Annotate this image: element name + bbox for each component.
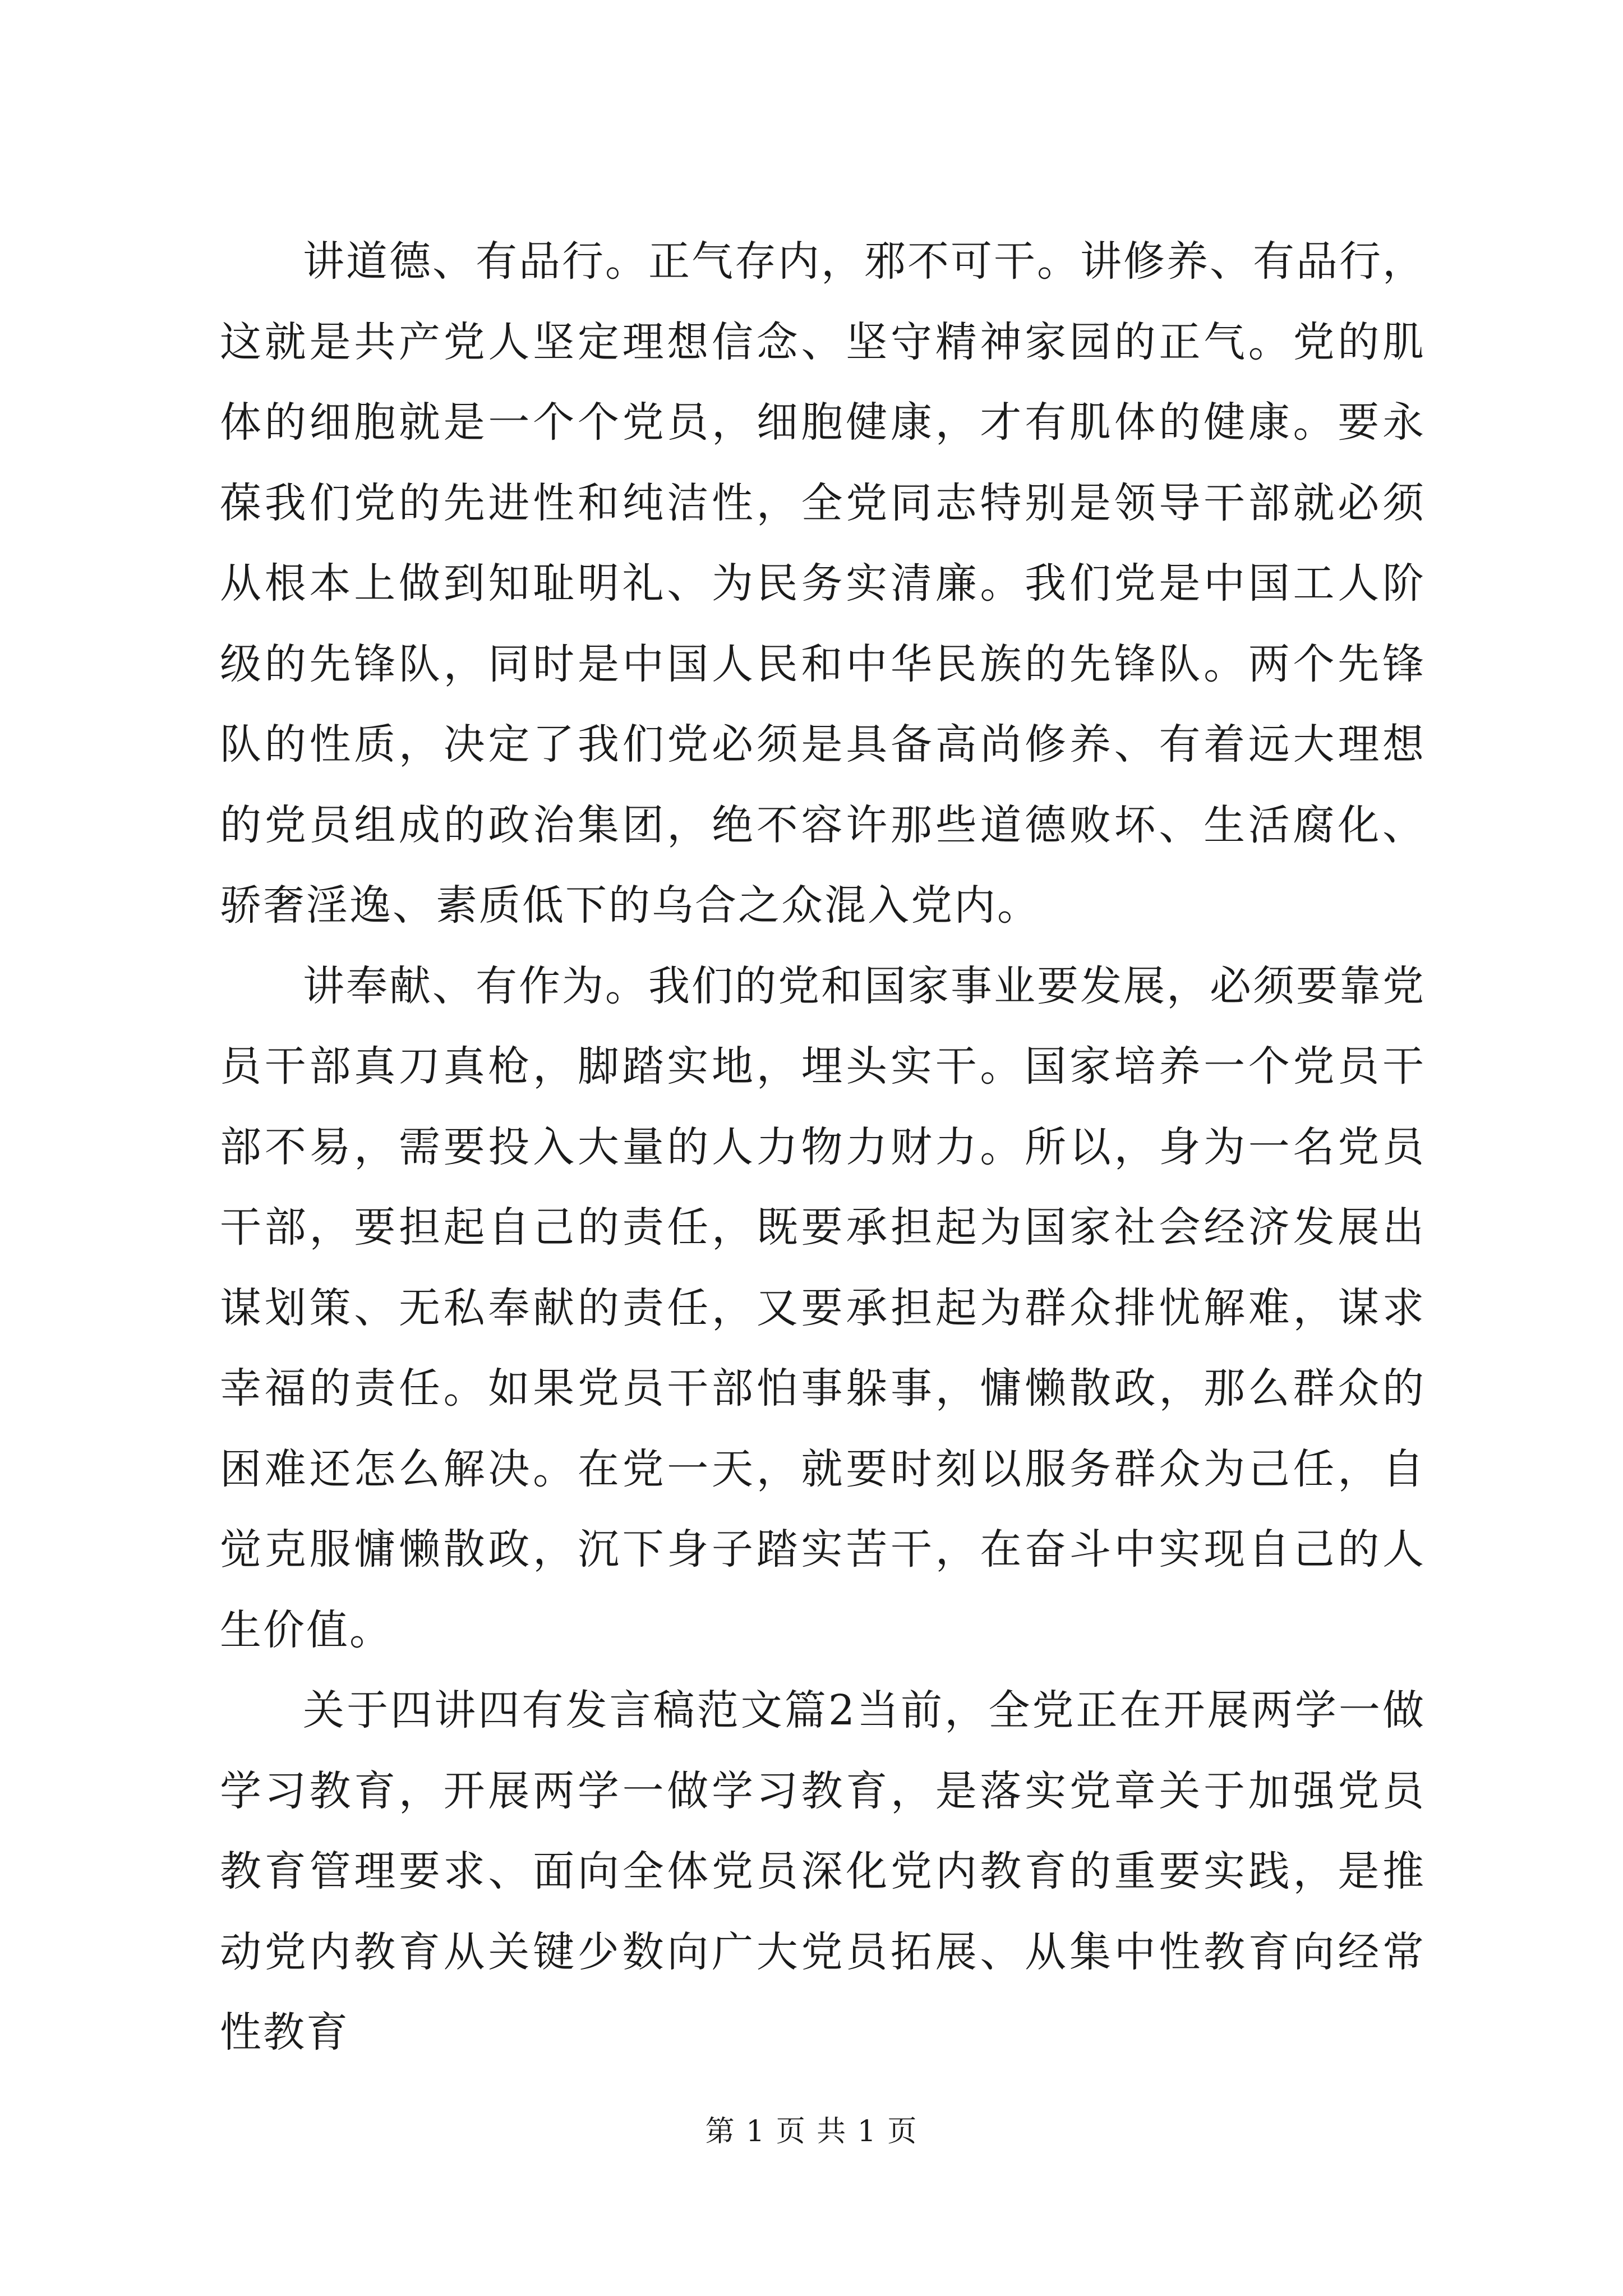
paragraph-dedication: 讲奉献、有作为。我们的党和国家事业要发展，必须要靠党员干部真刀真枪，脚踏实地，埋头实干。国家培养一个党员干部不易，需要投入大量的人力物力财力。所以，身为一名党员干部，要担起自己的责任，既要承担起为国家社会经济发展出谋划策、无私奉献的责任，又要承担起为群众排忧解难，谋求幸福的责任。如果党员干部怕事躲事，慵懒散政，那么群众的困难还怎么解决。在党一天，就要时刻以服务群众为己任，自觉克服慵懒散政，沉下身子踏实苦干，在奋斗中实现自己的人生价值。 bbox=[220, 961, 1426, 1654]
document-body bbox=[220, 222, 1426, 2073]
paragraph-morality: 讲道德、有品行。正气存内，邪不可干。讲修养、有品行，这就是共产党人坚定理想信念、坚守精神家园的正气。党的肌体的细胞就是一个个党员，细胞健康，才有肌体的健康。要永葆我们党的先进性和纯洁性，全党同志特别是领导干部就必须从根本上做到知耻明礼、为民务实清廉。我们党是中国工人阶级的先锋队，同时是中国人民和中华民族的先锋队。两个先锋队的性质，决定了我们党必须是具备高尚修养、有着远大理想的党员组成的政治集团，绝不容许那些道德败坏、生活腐化、骄奢淫逸、素质低下的乌合之众混入党内。 bbox=[220, 237, 1426, 930]
paragraph-study-education: 关于四讲四有发言稿范文篇2当前，全党正在开展两学一做学习教育，开展两学一做学习教育，是落实党章关于加强党员教育管理要求、面向全体党员深化党内教育的重要实践，是推动党内教育从关键少数向广大党员拓展、从集中性教育向经常性教育 bbox=[220, 1686, 1426, 2056]
page-footer: 第 1 页 共 1 页 bbox=[705, 2115, 918, 2148]
